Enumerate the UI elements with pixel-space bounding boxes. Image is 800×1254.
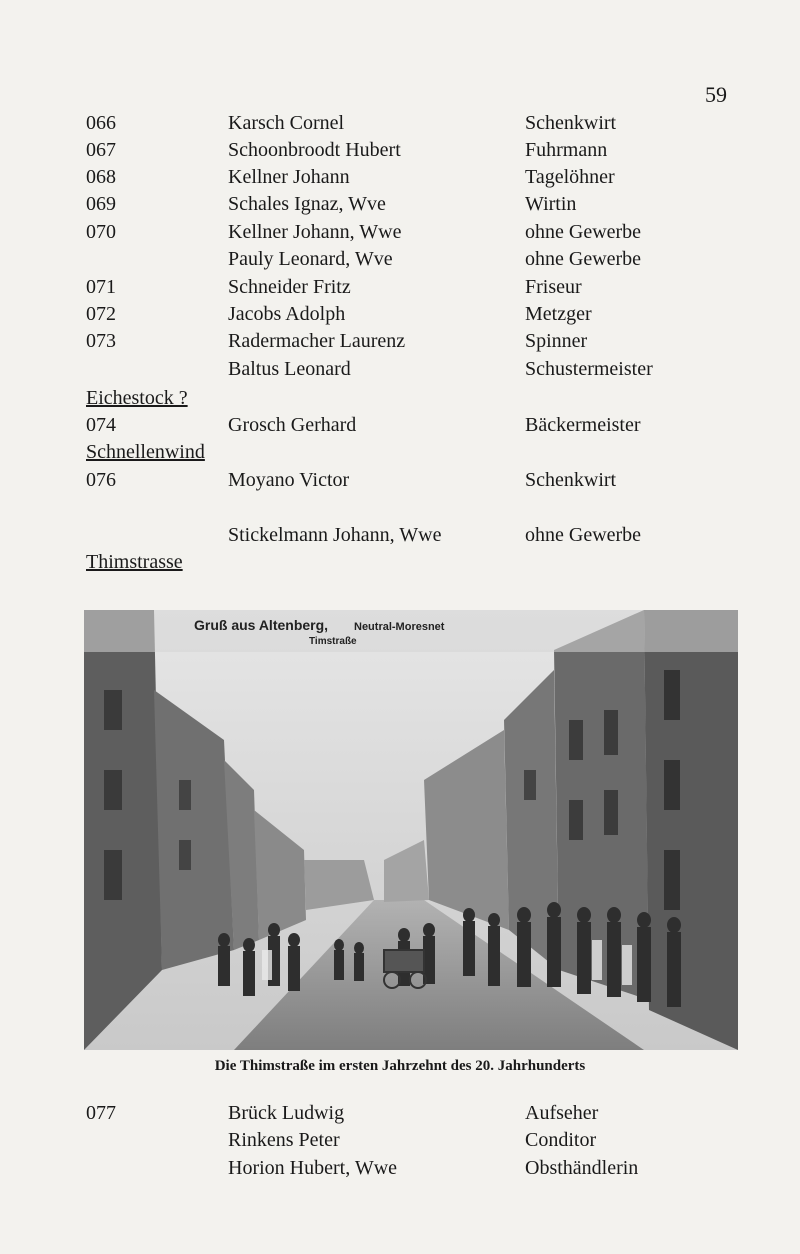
street-photo-illustration [84, 610, 738, 1050]
entry-occupation: Schenkwirt [525, 469, 617, 491]
entry-name: Kellner Johann [228, 166, 350, 188]
entry-name: Pauly Leonard, Wve [228, 248, 393, 270]
table-row [0, 356, 800, 383]
postcard-subtitle: Neutral-Moresnet [354, 621, 445, 633]
table-row [0, 1127, 800, 1154]
entry-name: Moyano Victor [228, 469, 350, 491]
entry-number: 067 [86, 139, 116, 161]
entry-occupation: Tagelöhner [525, 166, 615, 188]
entry-occupation: ohne Gewerbe [525, 524, 642, 546]
entry-occupation: Obsthändlerin [525, 1157, 639, 1179]
table-row [0, 522, 800, 549]
entry-name: Schneider Fritz [228, 276, 351, 298]
entry-name: Radermacher Laurenz [228, 330, 406, 352]
entry-name: Brück Ludwig [228, 1102, 345, 1124]
entry-name: Karsch Cornel [228, 112, 345, 134]
table-row [0, 1155, 800, 1182]
entry-occupation: Friseur [525, 276, 582, 298]
entry-name: Rinkens Peter [228, 1129, 340, 1151]
entry-number: 070 [86, 221, 116, 243]
table-row [0, 137, 800, 164]
entry-name: Kellner Johann, Wwe [228, 221, 402, 243]
table-row [0, 274, 800, 301]
entry-occupation: Wirtin [525, 193, 577, 215]
entry-name: Schales Ignaz, Wve [228, 193, 386, 215]
table-row [0, 219, 800, 246]
entry-occupation: Spinner [525, 330, 588, 352]
historical-street-photo [84, 610, 738, 1050]
entry-occupation: Fuhrmann [525, 139, 608, 161]
table-row [0, 301, 800, 328]
entry-number: 077 [86, 1102, 116, 1124]
entry-name: Grosch Gerhard [228, 414, 357, 436]
table-row [0, 191, 800, 218]
entry-number: 069 [86, 193, 116, 215]
table-row [0, 164, 800, 191]
entry-occupation: ohne Gewerbe [525, 221, 642, 243]
table-row [0, 246, 800, 273]
entry-occupation: Aufseher [525, 1102, 599, 1124]
postcard-street: Timstraße [309, 636, 357, 647]
entry-number: 068 [86, 166, 116, 188]
entry-occupation: Schenkwirt [525, 112, 617, 134]
entry-occupation: Conditor [525, 1129, 597, 1151]
entry-occupation: Metzger [525, 303, 592, 325]
entry-number: 073 [86, 330, 116, 352]
entry-name: Jacobs Adolph [228, 303, 346, 325]
entry-number: 072 [86, 303, 116, 325]
entry-name: Schoonbroodt Hubert [228, 139, 401, 161]
entry-number: 066 [86, 112, 116, 134]
entry-number: 071 [86, 276, 116, 298]
entry-number: 076 [86, 469, 116, 491]
postcard-title: Gruß aus Altenberg, [194, 617, 329, 633]
table-row [0, 1100, 800, 1127]
table-row [0, 110, 800, 137]
entry-name: Baltus Leonard [228, 358, 351, 380]
table-row [0, 412, 800, 439]
entry-number: 074 [86, 414, 116, 436]
page-number: 59 [705, 82, 727, 107]
section-heading-schnellenwind: Schnellenwind [86, 441, 205, 463]
table-row [0, 328, 800, 355]
entry-occupation: Bäckermeister [525, 414, 641, 436]
section-heading-thimstrasse: Thimstrasse [86, 551, 183, 573]
section-heading-eichestock: Eichestock ? [86, 387, 188, 409]
entry-name: Stickelmann Johann, Wwe [228, 524, 442, 546]
photo-caption: Die Thimstraße im ersten Jahrzehnt des 20. Jahrhunderts [214, 1058, 586, 1074]
entry-occupation: ohne Gewerbe [525, 248, 642, 270]
entry-name: Horion Hubert, Wwe [228, 1157, 398, 1179]
entry-occupation: Schustermeister [525, 358, 653, 380]
table-row [0, 467, 800, 494]
